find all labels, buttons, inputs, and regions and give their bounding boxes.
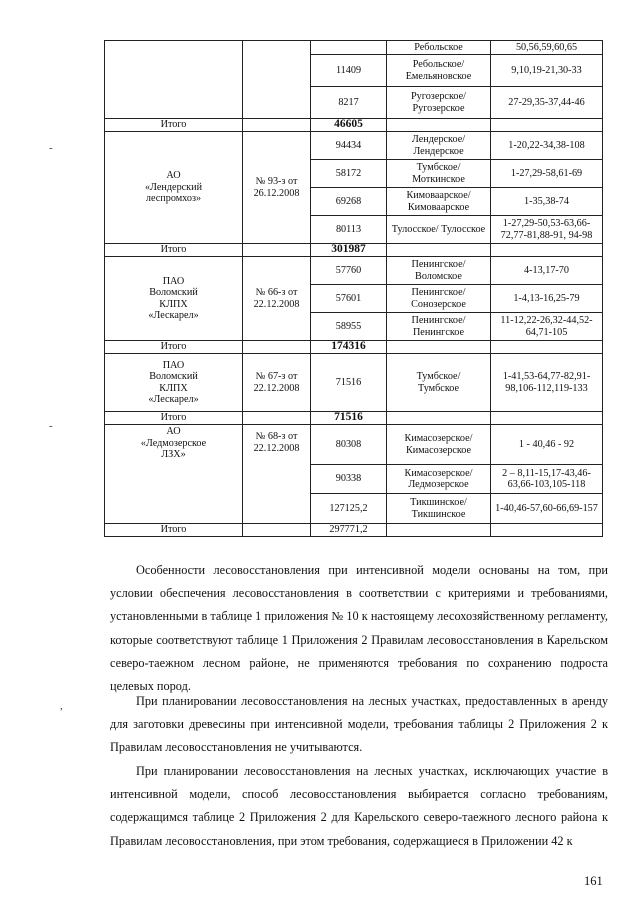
margin-mark: -: [49, 142, 53, 154]
table-cell-org: АО «Ледмозерское ЛЗХ»: [105, 425, 243, 524]
table-cell: Кимасозерское/ Кимасозерское: [387, 425, 491, 465]
table-cell: Кимоваарское/ Кимоваарское: [387, 188, 491, 216]
table-cell: 11409: [311, 55, 387, 87]
page-number: 161: [584, 874, 603, 888]
paragraph-lease-planning: При планировании лесовосстановления на лесных участках, предоставленных в аренду для заготовки древесины при интенсивной модели, требования таблицы 2 Приложения 2 к Правилам лесовосстановления не учитываются.: [110, 694, 608, 755]
table-cell: [243, 244, 311, 257]
table-cell: 1-40,46-57,60-66,69-157: [491, 494, 603, 524]
table-cell: 71516: [311, 354, 387, 412]
table-cell: Итого: [105, 119, 243, 132]
table-cell: Пенингское/ Сонозерское: [387, 285, 491, 313]
table-cell: [243, 412, 311, 425]
table-cell-contract: № 67-з от 22.12.2008: [243, 354, 311, 412]
table-cell: [491, 524, 603, 537]
table-cell: [491, 341, 603, 354]
table-row: [105, 132, 603, 160]
table-cell: 8217: [311, 87, 387, 119]
table-row-total: [105, 119, 603, 132]
table-cell: Пенингское/ Воломское: [387, 257, 491, 285]
table-cell: Ребольское/ Емельяновское: [387, 55, 491, 87]
table-cell: [387, 341, 491, 354]
table-cell: Тикшинское/ Тикшинское: [387, 494, 491, 524]
table-cell: Тумбское/ Тумбское: [387, 354, 491, 412]
table-cell: 58172: [311, 160, 387, 188]
table-cell: [491, 412, 603, 425]
margin-mark: ,: [60, 700, 63, 712]
table-cell: 1 - 40,46 - 92: [491, 425, 603, 465]
table-cell: 94434: [311, 132, 387, 160]
table-row: [105, 41, 603, 55]
table-cell: 1-27,29-58,61-69: [491, 160, 603, 188]
table-cell: 57760: [311, 257, 387, 285]
table-cell: 1-4,13-16,25-79: [491, 285, 603, 313]
table-cell-org: АО «Лендерский леспромхоз»: [105, 132, 243, 244]
table-cell: Ругозерское/ Ругозерское: [387, 87, 491, 119]
table-cell: 1-27,29-50,53-63,66- 72,77-81,88-91, 94-98: [491, 216, 603, 244]
table-cell: Итого: [105, 341, 243, 354]
table-cell: [387, 412, 491, 425]
table-cell: 2 – 8,11-15,17-43,46- 63,66-103,105-118: [491, 465, 603, 494]
table-cell: Лендерское/ Лендерское: [387, 132, 491, 160]
table-cell-total: 46605: [311, 119, 387, 132]
table-cell-contract: № 66-з от 22.12.2008: [243, 257, 311, 341]
table-cell: 50,56,59,60,65: [491, 41, 603, 55]
table-cell: 1-35,38-74: [491, 188, 603, 216]
table-cell: 1-41,53-64,77-82,91- 98,106-112,119-133: [491, 354, 603, 412]
table-cell: Тулосское/ Тулосское: [387, 216, 491, 244]
table-cell: 127125,2: [311, 494, 387, 524]
table-cell: [491, 119, 603, 132]
table-cell: [243, 41, 311, 119]
table-cell: Пенингское/ Пенингское: [387, 313, 491, 341]
table-cell: Кимасозерское/ Ледмозерское: [387, 465, 491, 494]
paragraph-excluded-areas: При планировании лесовосстановления на лесных участках, исключающих участие в интенсивной модели, способ лесовосстановления выбирается согласно требованиям, содержащимся таблице 2 Приложения 2 для Карельского северо-таежного лесного района к Правилам лесовосстановления, при этом требования, содержащиеся в Приложении 42 к: [110, 764, 608, 848]
table-cell-org: ПАО Воломский КЛПХ «Лескарел»: [105, 257, 243, 341]
table-cell: [387, 119, 491, 132]
table-row-total: [105, 412, 603, 425]
paragraph-intensive-model: Особенности лесовосстановления при интенсивной модели основаны на том, при условии обеспечения лесовосстановления в соответствии с критериями и требованиями, установленными в таблице 1 приложения № 10 к настоящему лесохозяйственному регламенту, которые соответствуют таблице 1 Приложения 2 Правилам лесовосстановления в Карельском северо-таежном лесном районе, не применяются требования по сохранению подроста целевых пород.: [110, 563, 608, 694]
table-cell: 80113: [311, 216, 387, 244]
table-cell: [387, 524, 491, 537]
table-cell: Ребольское: [387, 41, 491, 55]
table-cell-total: 301987: [311, 244, 387, 257]
table-row: [105, 354, 603, 412]
table-cell-total: 174316: [311, 341, 387, 354]
table-cell: 1-20,22-34,38-108: [491, 132, 603, 160]
table-cell: Итого: [105, 524, 243, 537]
table-cell: 4-13,17-70: [491, 257, 603, 285]
table-cell: [311, 41, 387, 55]
table-cell: 58955: [311, 313, 387, 341]
table-cell: Итого: [105, 412, 243, 425]
table-cell: 80308: [311, 425, 387, 465]
table-row: [105, 257, 603, 285]
table-row: [105, 425, 603, 465]
table-cell-org: ПАО Воломский КЛПХ «Лескарел»: [105, 354, 243, 412]
table-cell: [387, 244, 491, 257]
table-cell-contract: № 68-з от 22.12.2008: [243, 425, 311, 524]
table-row-total: [105, 524, 603, 537]
table-cell: [491, 244, 603, 257]
table-cell-contract: № 93-з от 26.12.2008: [243, 132, 311, 244]
table-cell: [243, 341, 311, 354]
table-cell: Тумбское/ Моткинское: [387, 160, 491, 188]
table-cell: [243, 119, 311, 132]
table-cell-total: 297771,2: [311, 524, 387, 537]
table-cell: 57601: [311, 285, 387, 313]
margin-mark: -: [49, 420, 53, 432]
table-cell: 9,10,19-21,30-33: [491, 55, 603, 87]
table-row-total: [105, 244, 603, 257]
table-cell: 69268: [311, 188, 387, 216]
table-cell: [243, 524, 311, 537]
table-row-total: [105, 341, 603, 354]
table-cell: [105, 41, 243, 119]
lease-table: [104, 40, 603, 537]
table-cell: 27-29,35-37,44-46: [491, 87, 603, 119]
table-cell-total: 71516: [311, 412, 387, 425]
table-cell: 11-12,22-26,32-44,52- 64,71-105: [491, 313, 603, 341]
table-cell: 90338: [311, 465, 387, 494]
table-cell: Итого: [105, 244, 243, 257]
